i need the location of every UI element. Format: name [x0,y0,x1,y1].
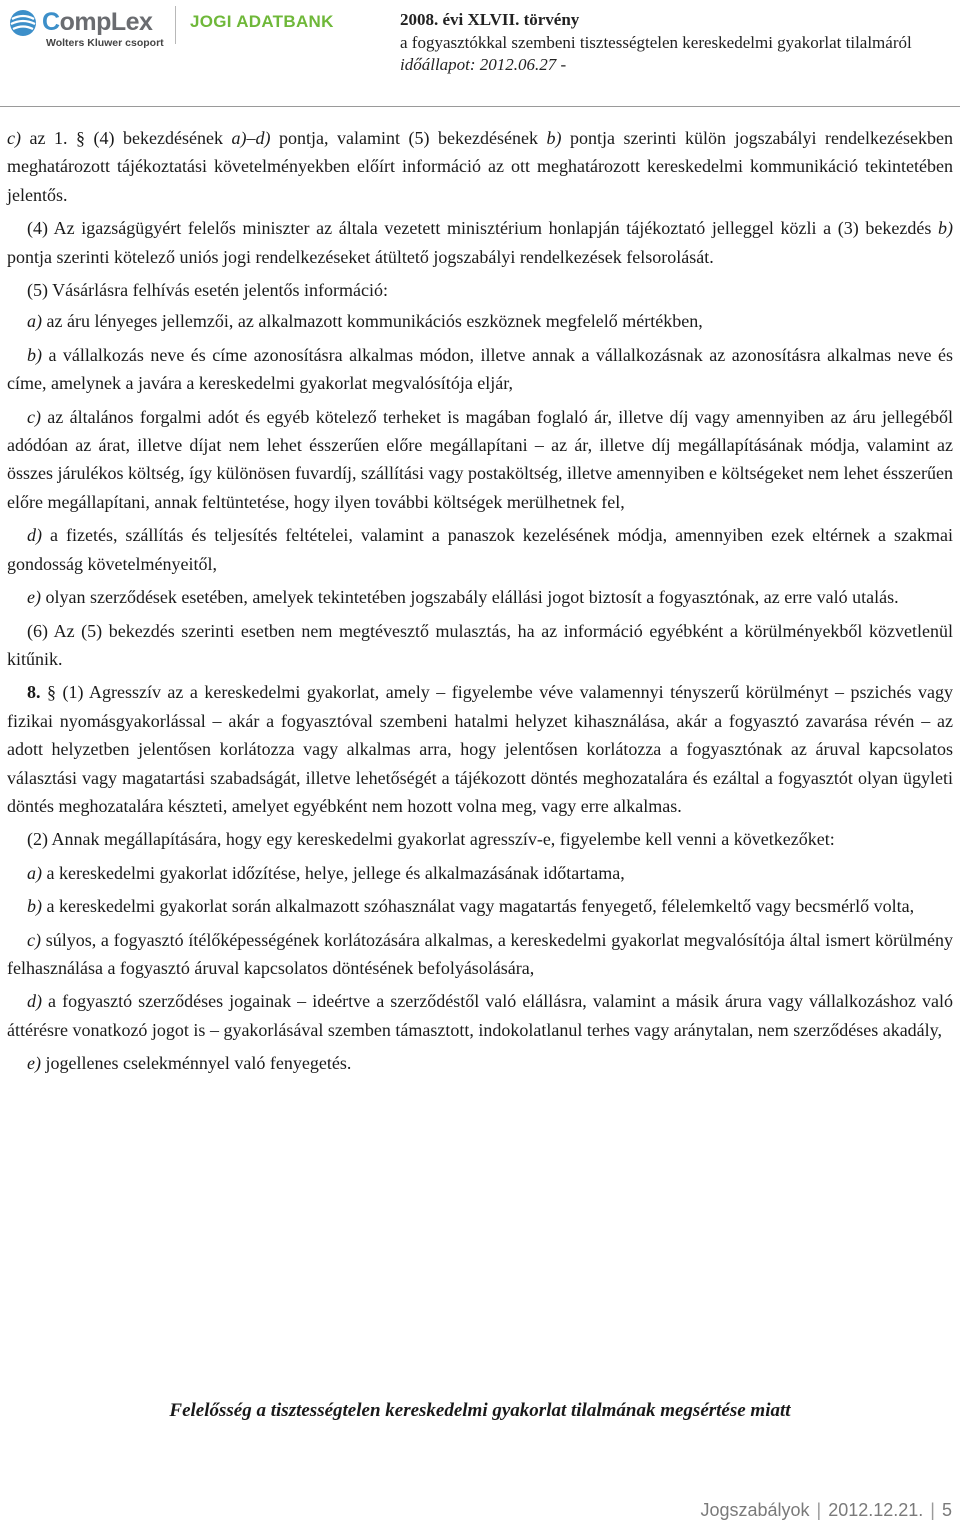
footer-date: 2012.12.21. [828,1500,924,1520]
item-letter: c) [7,128,21,148]
law-subtitle: a fogyasztókkal szembeni tisztességtelen kereskedelmi gyakorlat tilalmáról [400,32,912,52]
section-heading: Felelősség a tisztességtelen kereskedelmi gyakorlat tilalmának megsértése miatt [169,1400,791,1421]
header-divider [0,106,960,107]
logo-divider [175,6,176,44]
complex-logo [8,6,164,50]
list-item-8d: d) a fogyasztó szerződéses jogainak – ideértve a szerződéstől való elállásra, valamint a másik árura vagy vállalkozáshoz való áttérésre vonatkozó jogot is – gyakorlásával szemben támasztott, indokolatlanul terhes vagy aránytalan, nem szerződéses akadály, [7,991,953,1040]
complex-globe-icon [8,8,38,38]
footer-label: Jogszabályok [700,1500,810,1520]
complex-logo-name: CompLex [42,8,153,36]
paragraph-5: (5) Vásárlásra felhívás esetén jelentős információ: [27,280,389,301]
jogi-adatbank-logo: JOGI ADATBANK [190,12,334,31]
list-item-8e: e) jogellenes cselekménnyel való fenyegetés. [27,1053,352,1074]
list-item-5a: a) az áru lényeges jellemzői, az alkalmazott kommunikációs eszköznek megfelelő mértékben, [27,311,703,332]
list-item-5b: b) a vállalkozás neve és címe azonosításra alkalmas módon, illetve annak a vállalkozásnak az azonosításra alkalmas neve és címe, amelynek a javára a kereskedelmi gyakorlat megvalósítója eljár, [7,344,953,394]
law-title: 2008. évi XLVII. törvény [400,10,580,29]
list-item-8a: a) a kereskedelmi gyakorlat időzítése, helye, jellege és alkalmazásának időtartama, [27,862,625,883]
law-header [400,9,950,77]
section-8-paragraph-2: (2) Annak megállapítására, hogy egy kereskedelmi gyakorlat agresszív-e, figyelembe kell venni a következőket: [27,829,835,850]
status-date: időállapot: 2012.06.27 - [400,55,567,74]
paragraph-6: (6) Az (5) bekezdés szerinti esetben nem megtévesztő mulasztás, ha az információ egyébként a körülményekből közvetlenül kitűnik. [7,620,953,669]
list-item-5e: e) olyan szerződések esetében, amelyek tekintetében jogszabály elállási jogot biztosít a fogyasztónak, az erre való utalás. [27,587,899,608]
paragraph-3c: c) az 1. § (4) bekezdésének a)–d) pontja, valamint (5) bekezdésének b) pontja szerinti külön jogszabályi rendelkezésekben meghatározott tájékoztatási követelményekben előírt információ az ott meghatározott kereskedelmi kommunikáció tekintetében jelentős. [7,128,953,205]
section-8-paragraph-1: 8. § (1) Agresszív az a kereskedelmi gyakorlat, amely – figyelembe véve valamennyi tényszerű körülményt – pszichés vagy fizikai nyomásgyakorlással – akár a fogyasztóval szembeni hatalmi helyzet kihasználása, akár a fogyasztó zavarása révén – az adott helyzetben jelentősen korlátozza vagy alkalmas arra, hogy jelentősen korlátozza a fogyasztónak az áruval kapcsolatos választási vagy magatartási szabadságát, illetve lehetőségét a tájékozott döntés meghozatalára és ezáltal a fogyasztót olyan ügyleti döntés meghozatalára készteti, amelyet egyébként nem hozott volna meg, vagy erre alkalmas. [7,682,953,816]
document-body [7,124,953,1083]
list-item-8b: b) a kereskedelmi gyakorlat során alkalmazott szóhasználat vagy magatartás fenyegető, félelemkeltő vagy becsmérlő volta, [27,896,915,917]
list-item-5c: c) az általános forgalmi adót és egyéb kötelező terheket is magában foglaló ár, illetve díj vagy amennyiben az áru jellegéből adódóan az árat, illetve díjat nem lehet ésszerűen előre megállapítani – az ár, illetve díj megállapításának módja, valamint az összes járulékos költség, így különösen fuvardíj, szállítási vagy postaköltség, illetve amennyiben e költségeket nem lehet ésszerűen előre megállapítani, annak feltüntetése, hogy ilyen további költségek merülhetnek fel, [7,406,953,512]
footer-separator: | [930,1500,935,1520]
paragraph-4: (4) Az igazságügyért felelős miniszter az általa vezetett minisztérium honlapján tájékoztató jelleggel közli a (3) bekezdés b) pontja szerinti kötelező uniós jogi rendelkezéseket átültető jogszabályi rendelkezések felsorolását. [7,218,953,267]
list-item-5d: d) a fizetés, szállítás és teljesítés feltételei, valamint a panaszok kezelésének módja, amennyiben ezek eltérnek a szakmai gondosság követelményeitől, [7,525,953,574]
complex-logo-subtitle: Wolters Kluwer csoport [46,37,164,49]
page-footer [700,1500,952,1521]
page-header [0,0,960,112]
page-number: 5 [941,1500,952,1520]
footer-separator: | [816,1500,822,1520]
list-item-8c: c) súlyos, a fogyasztó ítélőképességének korlátozására alkalmas, a kereskedelmi gyakorlat megvalósítója által ismert körülmény felhasználása a fogyasztó áruval kapcsolatos döntésének befolyásolására, [7,929,953,978]
